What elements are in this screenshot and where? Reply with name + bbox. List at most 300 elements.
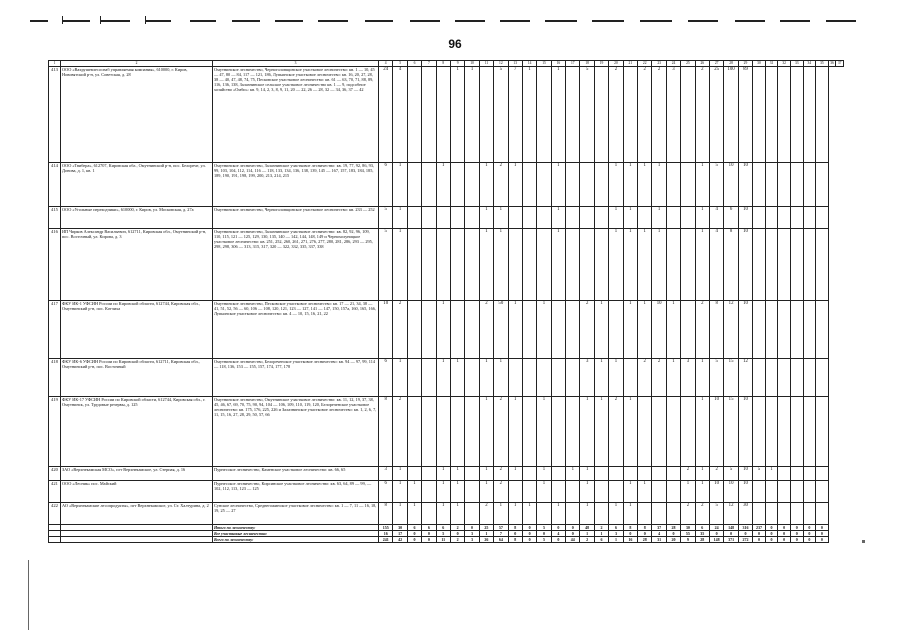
value-cell: 24 bbox=[379, 67, 393, 163]
forest-area-cell: Сунское лесничество, Среднегожинское участковое лесничество: кв. 1 — 7, 11 — 16, 18, 19, 25 — 27 bbox=[213, 503, 379, 525]
value-cell bbox=[778, 397, 791, 467]
totals-value: 0 bbox=[790, 525, 803, 531]
value-cell: 10 bbox=[738, 397, 752, 467]
value-cell: 10 bbox=[709, 397, 723, 467]
totals-value: 16 bbox=[379, 531, 393, 537]
value-cell bbox=[666, 481, 680, 503]
value-cell bbox=[465, 301, 479, 359]
value-cell: 3 bbox=[379, 467, 393, 481]
value-cell: 1 bbox=[508, 467, 522, 481]
value-cell bbox=[765, 229, 778, 301]
value-cell: 50 bbox=[494, 301, 508, 359]
totals-value: 6 bbox=[422, 525, 436, 531]
value-cell: 10 bbox=[738, 229, 752, 301]
table-row bbox=[49, 229, 844, 301]
organization-cell: АО «Верхнекамские лесопродукты», пгт Верхнекамское, ул. Ст. Халтурина, д. 2 bbox=[61, 503, 213, 525]
forest-area-cell: Омутнинское лесничество, Омутнинское участковое лесничество: кв. 11, 12, 19, 37, 38, 45, 46, 67, 69, 70, 75, 90, 94, 104 — 106, 109, 110, 119, 120, Белореченское участковое лесничество: кв. 175, 176, 225, 226 и Залазнинское участковое лесничество: кв. 1, 2, 6, 7, 11, 15, 16, 27, 28, 29, 50, 57, 66 bbox=[213, 397, 379, 467]
value-cell bbox=[778, 207, 791, 229]
value-cell: 10 bbox=[724, 481, 738, 503]
value-cell: 1 bbox=[551, 67, 565, 163]
value-cell: 1 bbox=[494, 503, 508, 525]
value-cell bbox=[580, 207, 594, 229]
value-cell bbox=[666, 207, 680, 229]
value-cell: 1 bbox=[479, 359, 493, 397]
value-cell bbox=[778, 301, 791, 359]
totals-value: 1 bbox=[609, 537, 623, 543]
value-cell: 6 bbox=[724, 207, 738, 229]
organization-cell: ООО «Твибера», 612707, Кировская обл., Омутнинский р-н, пос. Белорече, ул. Донова, д. 1, кв. 1 bbox=[61, 163, 213, 207]
totals-value: 0 bbox=[522, 525, 536, 531]
value-cell bbox=[790, 481, 803, 503]
column-number: 2 bbox=[61, 61, 213, 67]
value-cell bbox=[753, 301, 766, 359]
totals-value: 155 bbox=[379, 525, 393, 531]
value-cell bbox=[790, 359, 803, 397]
value-cell: 1 bbox=[551, 503, 565, 525]
totals-value: 148 bbox=[709, 537, 723, 543]
value-cell: 2 bbox=[695, 301, 709, 359]
value-cell bbox=[765, 481, 778, 503]
totals-value: 0 bbox=[508, 531, 522, 537]
value-cell bbox=[465, 503, 479, 525]
value-cell: 1 bbox=[393, 481, 407, 503]
column-number: 27 bbox=[709, 61, 723, 67]
value-cell: 1 bbox=[393, 207, 407, 229]
column-number: 22 bbox=[638, 61, 652, 67]
column-number: 25 bbox=[681, 61, 695, 67]
totals-value: 0 bbox=[724, 531, 738, 537]
totals-value: 0 bbox=[803, 531, 816, 537]
value-cell: 7 bbox=[508, 67, 522, 163]
value-cell bbox=[816, 481, 829, 503]
value-cell bbox=[522, 229, 536, 301]
totals-value: 1 bbox=[479, 531, 493, 537]
totals-value: 57 bbox=[494, 525, 508, 531]
value-cell: 30 bbox=[738, 503, 752, 525]
totals-value: 148 bbox=[724, 525, 738, 531]
table-row bbox=[49, 481, 844, 503]
value-cell bbox=[566, 481, 580, 503]
value-cell bbox=[522, 397, 536, 467]
row-number: 420 bbox=[49, 467, 61, 481]
column-number: 16 bbox=[551, 61, 565, 67]
totals-value: 8 bbox=[508, 537, 522, 543]
value-cell bbox=[465, 207, 479, 229]
value-cell bbox=[816, 503, 829, 525]
value-cell: 1 bbox=[580, 397, 594, 467]
value-cell: 10 bbox=[724, 163, 738, 207]
totals-value: 1 bbox=[594, 531, 608, 537]
column-number: 3 bbox=[213, 61, 379, 67]
value-cell: 1 bbox=[393, 229, 407, 301]
value-cell: 2 bbox=[709, 467, 723, 481]
totals-value: 0 bbox=[778, 531, 791, 537]
value-cell: 1 bbox=[479, 163, 493, 207]
value-cell: 1 bbox=[450, 67, 464, 163]
value-cell bbox=[623, 467, 637, 481]
value-cell bbox=[422, 467, 436, 481]
column-number: 19 bbox=[594, 61, 608, 67]
totals-value: 0 bbox=[765, 537, 778, 543]
value-cell bbox=[681, 163, 695, 207]
totals-value: 8 bbox=[508, 525, 522, 531]
organization-cell: ООО «Вахрушевлесоснаб управляемая компания», 610000, г. Киров, Нововятский р-н, ул. Советская, д. 28 bbox=[61, 67, 213, 163]
value-cell: 10 bbox=[379, 301, 393, 359]
value-cell: 2 bbox=[681, 503, 695, 525]
value-cell bbox=[594, 481, 608, 503]
value-cell bbox=[638, 207, 652, 229]
totals-value: 16 bbox=[623, 537, 637, 543]
totals-value: 0 bbox=[816, 525, 829, 531]
value-cell: 2 bbox=[681, 467, 695, 481]
value-cell bbox=[652, 467, 666, 481]
value-cell: 1 bbox=[681, 481, 695, 503]
value-cell bbox=[436, 207, 450, 229]
totals-value: 5 bbox=[537, 525, 551, 531]
column-number: 35 bbox=[816, 61, 829, 67]
column-number: 33 bbox=[790, 61, 803, 67]
value-cell bbox=[566, 503, 580, 525]
value-cell: 2 bbox=[580, 301, 594, 359]
value-cell: 1 bbox=[436, 467, 450, 481]
totals-value: 0 bbox=[778, 537, 791, 543]
value-cell bbox=[422, 481, 436, 503]
value-cell bbox=[522, 301, 536, 359]
totals-value: 1 bbox=[580, 531, 594, 537]
value-cell: 1 bbox=[494, 359, 508, 397]
value-cell bbox=[638, 503, 652, 525]
value-cell bbox=[537, 503, 551, 525]
value-cell bbox=[765, 163, 778, 207]
value-cell bbox=[609, 301, 623, 359]
column-number: 1 bbox=[49, 61, 61, 67]
value-cell: 1 bbox=[609, 163, 623, 207]
value-cell: 5 bbox=[709, 359, 723, 397]
value-cell: 1 bbox=[695, 397, 709, 467]
value-cell bbox=[508, 481, 522, 503]
totals-value: 64 bbox=[494, 537, 508, 543]
value-cell: 25 bbox=[709, 67, 723, 163]
totals-value: 4 bbox=[551, 531, 565, 537]
value-cell: 100 bbox=[724, 67, 738, 163]
value-cell bbox=[422, 67, 436, 163]
totals-value: 17 bbox=[393, 531, 407, 537]
value-cell bbox=[803, 229, 816, 301]
totals-value: 0 bbox=[738, 531, 752, 537]
totals-value: 0 bbox=[422, 537, 436, 543]
value-cell: 2 bbox=[494, 467, 508, 481]
value-cell: 1 bbox=[652, 207, 666, 229]
value-cell: 1 bbox=[436, 301, 450, 359]
value-cell: 1 bbox=[393, 163, 407, 207]
value-cell bbox=[790, 397, 803, 467]
value-cell bbox=[450, 397, 464, 467]
value-cell: 1 bbox=[551, 207, 565, 229]
value-cell bbox=[816, 67, 829, 163]
value-cell: 2 bbox=[609, 67, 623, 163]
value-cell: 6 bbox=[379, 359, 393, 397]
table-row bbox=[49, 67, 844, 163]
value-cell bbox=[816, 301, 829, 359]
value-cell bbox=[407, 229, 421, 301]
value-cell bbox=[537, 229, 551, 301]
value-cell: 1 bbox=[436, 503, 450, 525]
totals-value: 3 bbox=[609, 531, 623, 537]
value-cell bbox=[652, 397, 666, 467]
value-cell: 2 bbox=[393, 397, 407, 467]
value-cell bbox=[778, 359, 791, 397]
totals-value: 42 bbox=[393, 537, 407, 543]
value-cell bbox=[450, 229, 464, 301]
totals-value: 7 bbox=[494, 531, 508, 537]
forestry-allocation-table bbox=[48, 60, 844, 565]
column-number: 8 bbox=[436, 61, 450, 67]
value-cell bbox=[465, 229, 479, 301]
value-cell bbox=[407, 359, 421, 397]
value-cell bbox=[753, 229, 766, 301]
value-cell: 1 bbox=[494, 207, 508, 229]
value-cell: 1 bbox=[623, 301, 637, 359]
value-cell bbox=[753, 503, 766, 525]
value-cell: 5 bbox=[724, 467, 738, 481]
value-cell: 2 bbox=[393, 301, 407, 359]
column-number: 21 bbox=[623, 61, 637, 67]
value-cell: 5 bbox=[709, 503, 723, 525]
value-cell: 1 bbox=[436, 481, 450, 503]
totals-value: 55 bbox=[681, 531, 695, 537]
totals-value: 31 bbox=[652, 537, 666, 543]
value-cell bbox=[465, 397, 479, 467]
column-number: 37 bbox=[836, 61, 844, 67]
value-cell bbox=[422, 397, 436, 467]
value-cell: 1 bbox=[393, 359, 407, 397]
value-cell: 1 bbox=[479, 397, 493, 467]
value-cell: 1 bbox=[695, 467, 709, 481]
value-cell: 1 bbox=[522, 503, 536, 525]
row-number: 422 bbox=[49, 503, 61, 525]
value-cell bbox=[816, 163, 829, 207]
table-row bbox=[49, 163, 844, 207]
value-cell: 1 bbox=[765, 467, 778, 481]
scan-speck bbox=[862, 540, 865, 543]
value-cell bbox=[753, 481, 766, 503]
value-cell bbox=[803, 397, 816, 467]
value-cell: 2 bbox=[494, 163, 508, 207]
value-cell bbox=[436, 67, 450, 163]
totals-value: 30 bbox=[393, 525, 407, 531]
value-cell bbox=[566, 229, 580, 301]
value-cell bbox=[594, 67, 608, 163]
totals-blank bbox=[61, 537, 213, 543]
value-cell: 4 bbox=[709, 229, 723, 301]
column-number: 10 bbox=[465, 61, 479, 67]
column-number: 32 bbox=[778, 61, 791, 67]
value-cell bbox=[594, 207, 608, 229]
column-number: 28 bbox=[724, 61, 738, 67]
value-cell: 89 bbox=[738, 67, 752, 163]
value-cell: 1 bbox=[580, 503, 594, 525]
value-cell bbox=[594, 467, 608, 481]
value-cell bbox=[753, 163, 766, 207]
totals-value: 0 bbox=[450, 531, 464, 537]
column-number: 29 bbox=[738, 61, 752, 67]
totals-value: 0 bbox=[753, 531, 766, 537]
value-cell bbox=[666, 397, 680, 467]
value-cell bbox=[778, 481, 791, 503]
totals-value: 0 bbox=[465, 525, 479, 531]
value-cell: 12 bbox=[738, 359, 752, 397]
totals-value: 48 bbox=[580, 525, 594, 531]
value-cell bbox=[407, 397, 421, 467]
value-cell bbox=[666, 503, 680, 525]
row-number: 416 bbox=[49, 229, 61, 301]
value-cell: 1 bbox=[695, 359, 709, 397]
totals-value: 316 bbox=[738, 525, 752, 531]
value-cell bbox=[790, 67, 803, 163]
column-number: 34 bbox=[803, 61, 816, 67]
value-cell: 10 bbox=[652, 301, 666, 359]
table-row bbox=[49, 397, 844, 467]
totals-value: 30 bbox=[681, 525, 695, 531]
totals-value: 272 bbox=[738, 537, 752, 543]
value-cell bbox=[422, 503, 436, 525]
value-cell bbox=[803, 163, 816, 207]
value-cell: 1 bbox=[695, 207, 709, 229]
totals-value: 3 bbox=[465, 537, 479, 543]
value-cell: 10 bbox=[738, 207, 752, 229]
totals-value: 0 bbox=[407, 531, 421, 537]
value-cell bbox=[765, 359, 778, 397]
value-cell bbox=[522, 481, 536, 503]
scan-edge-mark bbox=[28, 560, 29, 630]
value-cell: 6 bbox=[379, 163, 393, 207]
value-cell: 2 bbox=[652, 67, 666, 163]
value-cell: 10 bbox=[738, 467, 752, 481]
value-cell bbox=[778, 67, 791, 163]
totals-label: Всего по лесничеству: bbox=[213, 537, 379, 543]
value-cell bbox=[522, 207, 536, 229]
value-cell: 1 bbox=[638, 301, 652, 359]
value-cell bbox=[566, 397, 580, 467]
value-cell: 8 bbox=[724, 229, 738, 301]
totals-value: 2 bbox=[580, 537, 594, 543]
value-cell bbox=[537, 207, 551, 229]
value-cell: 1 bbox=[537, 397, 551, 467]
value-cell: 4 bbox=[393, 67, 407, 163]
value-cell: 15 bbox=[724, 359, 738, 397]
value-cell bbox=[566, 207, 580, 229]
value-cell bbox=[681, 229, 695, 301]
totals-value: 6 bbox=[407, 525, 421, 531]
totals-value: 237 bbox=[753, 525, 766, 531]
value-cell bbox=[790, 301, 803, 359]
value-cell: 1 bbox=[450, 481, 464, 503]
value-cell bbox=[803, 481, 816, 503]
value-cell bbox=[450, 207, 464, 229]
value-cell: 1 bbox=[594, 301, 608, 359]
value-cell bbox=[450, 163, 464, 207]
value-cell: 1 bbox=[537, 467, 551, 481]
value-cell bbox=[422, 229, 436, 301]
column-number: 36 bbox=[828, 61, 836, 67]
value-cell: 1 bbox=[623, 481, 637, 503]
value-cell bbox=[551, 397, 565, 467]
value-cell: 1 bbox=[695, 481, 709, 503]
value-cell: 1 bbox=[594, 397, 608, 467]
organization-cell: ООО «Лесник» пос. Майский bbox=[61, 481, 213, 503]
totals-value: 0 bbox=[566, 525, 580, 531]
value-cell: 5 bbox=[379, 207, 393, 229]
value-cell bbox=[522, 467, 536, 481]
organization-cell: ИП Чирков Александр Васильевич, 612711, Кировская обл., Омутнинский р-н, пос. Восточный, ул. Кирова, д. 3 bbox=[61, 229, 213, 301]
value-cell bbox=[522, 359, 536, 397]
value-cell: 1 bbox=[638, 163, 652, 207]
totals-value: 0 bbox=[765, 531, 778, 537]
column-number: 11 bbox=[479, 61, 493, 67]
value-cell bbox=[778, 229, 791, 301]
totals-value: 44 bbox=[566, 537, 580, 543]
column-number: 7 bbox=[422, 61, 436, 67]
value-cell bbox=[638, 467, 652, 481]
value-cell bbox=[765, 397, 778, 467]
value-cell bbox=[436, 229, 450, 301]
column-number: 17 bbox=[566, 61, 580, 67]
totals-value: 25 bbox=[479, 525, 493, 531]
forest-area-cell: Пурнесское лесничество, Каменское участковое лесничество: кв. 66, 65 bbox=[213, 467, 379, 481]
value-cell bbox=[479, 67, 493, 163]
totals-value: 0 bbox=[709, 531, 723, 537]
value-cell: 1 bbox=[580, 467, 594, 481]
value-cell: 15 bbox=[724, 397, 738, 467]
totals-value: 0 bbox=[522, 537, 536, 543]
totals-value: 0 bbox=[816, 537, 829, 543]
value-cell bbox=[778, 503, 791, 525]
table-row bbox=[49, 359, 844, 397]
column-number: 24 bbox=[666, 61, 680, 67]
value-cell: 1 bbox=[479, 207, 493, 229]
value-cell: 5 bbox=[580, 67, 594, 163]
totals-value: 0 bbox=[790, 537, 803, 543]
totals-value: 0 bbox=[753, 537, 766, 543]
value-cell: 1 bbox=[609, 503, 623, 525]
value-cell bbox=[609, 467, 623, 481]
table-row bbox=[49, 207, 844, 229]
value-cell: 5 bbox=[494, 67, 508, 163]
value-cell: 1 bbox=[508, 397, 522, 467]
value-cell bbox=[623, 359, 637, 397]
table-row bbox=[49, 301, 844, 359]
totals-value: 6 bbox=[695, 525, 709, 531]
value-cell bbox=[803, 359, 816, 397]
value-cell bbox=[803, 301, 816, 359]
value-cell: 1 bbox=[479, 467, 493, 481]
value-cell bbox=[753, 359, 766, 397]
value-cell bbox=[566, 67, 580, 163]
value-cell bbox=[803, 67, 816, 163]
value-cell: 2 bbox=[494, 397, 508, 467]
value-cell bbox=[508, 359, 522, 397]
totals-value: 241 bbox=[379, 537, 393, 543]
value-cell: 1 bbox=[594, 359, 608, 397]
value-cell bbox=[816, 207, 829, 229]
value-cell bbox=[666, 229, 680, 301]
value-cell: 1 bbox=[522, 67, 536, 163]
value-cell bbox=[465, 481, 479, 503]
organization-cell: ФКУ ИК-1 УФСИН России по Кировской области, 612744, Кировская обл., Омутнинский р-н, пос. Котчиха bbox=[61, 301, 213, 359]
column-number: 23 bbox=[652, 61, 666, 67]
value-cell: 1 bbox=[623, 229, 637, 301]
value-cell bbox=[465, 467, 479, 481]
